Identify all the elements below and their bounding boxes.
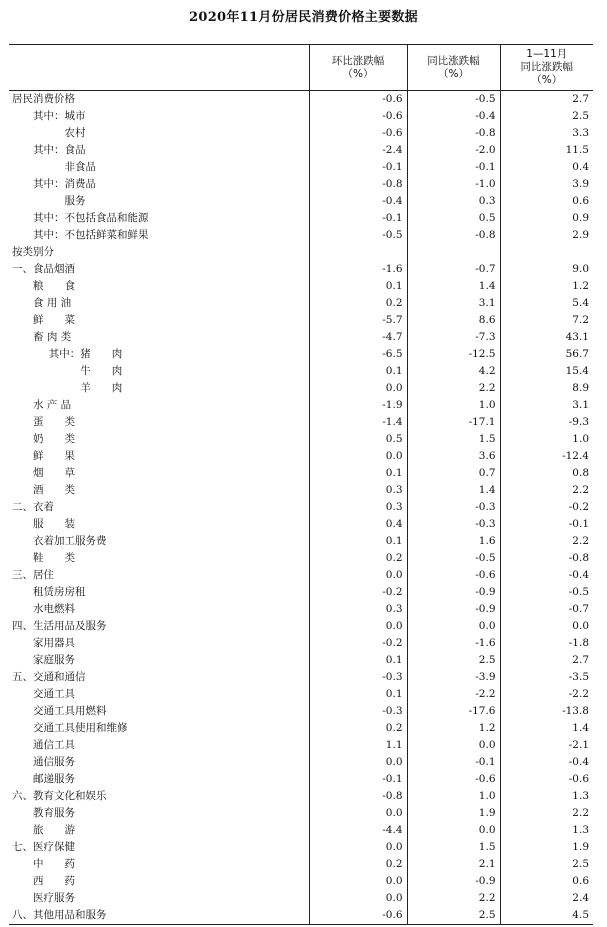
mom-value: 0.3 bbox=[309, 499, 407, 516]
table-row bbox=[9, 380, 593, 397]
ytd-yoy-value: 0.6 bbox=[500, 193, 593, 210]
row-label: 按类别分 bbox=[12, 246, 54, 258]
mom-value: -0.6 bbox=[309, 907, 407, 925]
ytd-yoy-value: 1.9 bbox=[500, 839, 593, 856]
ytd-yoy-value: 43.1 bbox=[500, 329, 593, 346]
mom-value: -6.5 bbox=[309, 346, 407, 363]
yoy-value: -0.7 bbox=[407, 261, 500, 278]
row-label: 家用器具 bbox=[33, 637, 75, 649]
yoy-value: -0.5 bbox=[407, 550, 500, 567]
mom-value: -0.1 bbox=[309, 159, 407, 176]
ytd-yoy-value: 2.2 bbox=[500, 533, 593, 550]
ytd-yoy-value: 56.7 bbox=[500, 346, 593, 363]
table-row bbox=[9, 754, 593, 771]
mom-value: -0.6 bbox=[309, 91, 407, 109]
row-label: 租赁房房租 bbox=[33, 586, 86, 598]
row-label: 蛋 类 bbox=[33, 416, 75, 428]
cpi-data-table bbox=[9, 44, 593, 925]
header-ytd-line-2: 同比涨跌幅 bbox=[520, 61, 573, 73]
mom-value: -0.2 bbox=[309, 635, 407, 652]
table-row bbox=[9, 618, 593, 635]
mom-value: 0.0 bbox=[309, 618, 407, 635]
yoy-value: -17.6 bbox=[407, 703, 500, 720]
ytd-yoy-value: 4.5 bbox=[500, 907, 593, 925]
table-row bbox=[9, 873, 593, 890]
yoy-value: -12.5 bbox=[407, 346, 500, 363]
ytd-yoy-value: -0.6 bbox=[500, 771, 593, 788]
ytd-yoy-value: -13.8 bbox=[500, 703, 593, 720]
yoy-value bbox=[407, 244, 500, 261]
table-row bbox=[9, 465, 593, 482]
row-label: 牛 肉 bbox=[80, 365, 123, 377]
table-row bbox=[9, 210, 593, 227]
row-label: 居民消费价格 bbox=[12, 93, 75, 105]
yoy-value: 1.5 bbox=[407, 431, 500, 448]
table-row bbox=[9, 329, 593, 346]
yoy-value: -0.5 bbox=[407, 91, 500, 109]
ytd-yoy-value: -0.4 bbox=[500, 567, 593, 584]
ytd-yoy-value: 0.6 bbox=[500, 873, 593, 890]
table-body bbox=[9, 91, 593, 925]
yoy-value: 1.0 bbox=[407, 397, 500, 414]
row-label: 其中：不包括食品和能源 bbox=[33, 212, 149, 224]
table-row bbox=[9, 669, 593, 686]
yoy-value: -0.1 bbox=[407, 754, 500, 771]
row-label: 三、居住 bbox=[12, 569, 54, 581]
row-label: 交通工具 bbox=[33, 688, 75, 700]
row-label: 酒 类 bbox=[33, 484, 75, 496]
yoy-value: 2.5 bbox=[407, 907, 500, 925]
page-title: 2020年11月份居民消费价格主要数据 bbox=[189, 10, 418, 25]
mom-value: -2.4 bbox=[309, 142, 407, 159]
yoy-value: -1.0 bbox=[407, 176, 500, 193]
table-row bbox=[9, 822, 593, 839]
row-label: 医疗服务 bbox=[33, 892, 75, 904]
row-label: 衣着加工服务费 bbox=[33, 535, 107, 547]
mom-value bbox=[309, 244, 407, 261]
ytd-yoy-value: 2.2 bbox=[500, 805, 593, 822]
mom-value: 0.1 bbox=[309, 686, 407, 703]
mom-value: -5.7 bbox=[309, 312, 407, 329]
header-yoy-change bbox=[407, 45, 500, 91]
row-label: 粮 食 bbox=[33, 280, 75, 292]
mom-value: -0.3 bbox=[309, 703, 407, 720]
row-label: 旅 游 bbox=[33, 824, 75, 836]
ytd-yoy-value: -0.2 bbox=[500, 499, 593, 516]
table-row bbox=[9, 261, 593, 278]
row-label: 中 药 bbox=[33, 858, 75, 870]
row-label: 畜 肉 类 bbox=[33, 331, 72, 343]
row-label: 服务 bbox=[64, 195, 86, 207]
ytd-yoy-value: 3.9 bbox=[500, 176, 593, 193]
header-mom-line-2: （%） bbox=[342, 67, 374, 80]
header-yoy-line-1: 同比涨跌幅 bbox=[427, 54, 480, 67]
mom-value: -0.6 bbox=[309, 108, 407, 125]
table-row bbox=[9, 584, 593, 601]
mom-value: -0.5 bbox=[309, 227, 407, 244]
row-label: 一、食品烟酒 bbox=[12, 263, 75, 275]
row-label: 非食品 bbox=[64, 161, 96, 173]
mom-value: 0.2 bbox=[309, 295, 407, 312]
yoy-value: -0.3 bbox=[407, 499, 500, 516]
ytd-yoy-value: 11.5 bbox=[500, 142, 593, 159]
yoy-value: -0.1 bbox=[407, 159, 500, 176]
ytd-yoy-value: -0.7 bbox=[500, 601, 593, 618]
row-label: 奶 类 bbox=[33, 433, 75, 445]
yoy-value: -0.4 bbox=[407, 108, 500, 125]
mom-value: 0.0 bbox=[309, 754, 407, 771]
yoy-value: 4.2 bbox=[407, 363, 500, 380]
mom-value: 0.1 bbox=[309, 465, 407, 482]
table-row bbox=[9, 312, 593, 329]
yoy-value: 0.5 bbox=[407, 210, 500, 227]
table-row bbox=[9, 414, 593, 431]
table-row bbox=[9, 142, 593, 159]
yoy-value: -2.2 bbox=[407, 686, 500, 703]
table-row bbox=[9, 567, 593, 584]
ytd-yoy-value: -12.4 bbox=[500, 448, 593, 465]
mom-value: -4.4 bbox=[309, 822, 407, 839]
table-row bbox=[9, 91, 593, 109]
ytd-yoy-value: 2.9 bbox=[500, 227, 593, 244]
mom-value: -0.2 bbox=[309, 584, 407, 601]
ytd-yoy-value: -2.1 bbox=[500, 737, 593, 754]
row-label: 八、其他用品和服务 bbox=[9, 907, 309, 925]
ytd-yoy-value: 0.8 bbox=[500, 465, 593, 482]
table-row bbox=[9, 448, 593, 465]
yoy-value: 1.0 bbox=[407, 788, 500, 805]
table-row bbox=[9, 295, 593, 312]
header-ytd-line-3: （%） bbox=[531, 74, 563, 86]
yoy-value: -7.3 bbox=[407, 329, 500, 346]
ytd-yoy-value: 2.7 bbox=[500, 91, 593, 109]
header-mom-change bbox=[309, 45, 407, 91]
yoy-value: -2.0 bbox=[407, 142, 500, 159]
row-label: 其中：食品 bbox=[33, 144, 86, 156]
mom-value: -1.4 bbox=[309, 414, 407, 431]
table-row bbox=[9, 550, 593, 567]
table-row bbox=[9, 244, 593, 261]
ytd-yoy-value: -0.1 bbox=[500, 516, 593, 533]
mom-value: -0.6 bbox=[309, 125, 407, 142]
table-row bbox=[9, 686, 593, 703]
mom-value: 0.2 bbox=[309, 720, 407, 737]
row-label: 交通工具使用和维修 bbox=[33, 722, 128, 734]
mom-value: 0.3 bbox=[309, 482, 407, 499]
row-label: 水电燃料 bbox=[33, 603, 75, 615]
yoy-value: -0.9 bbox=[407, 601, 500, 618]
table-row bbox=[9, 346, 593, 363]
yoy-value: 2.1 bbox=[407, 856, 500, 873]
ytd-yoy-value: -3.5 bbox=[500, 669, 593, 686]
row-label: 农村 bbox=[64, 127, 86, 139]
mom-value: -0.8 bbox=[309, 176, 407, 193]
row-label: 其中：猪 肉 bbox=[48, 348, 123, 360]
row-label: 鲜 菜 bbox=[33, 314, 75, 326]
yoy-value: 2.5 bbox=[407, 652, 500, 669]
mom-value: 0.0 bbox=[309, 890, 407, 907]
row-label: 羊 肉 bbox=[80, 382, 123, 394]
yoy-value: 3.1 bbox=[407, 295, 500, 312]
row-label: 其中：不包括鲜菜和鲜果 bbox=[33, 229, 149, 241]
header-mom-line-1: 环比涨跌幅 bbox=[331, 54, 385, 67]
ytd-yoy-value: 2.4 bbox=[500, 890, 593, 907]
table-row bbox=[9, 516, 593, 533]
ytd-yoy-value: -9.3 bbox=[500, 414, 593, 431]
table-row bbox=[9, 703, 593, 720]
mom-value: -0.3 bbox=[309, 669, 407, 686]
row-label: 鞋 类 bbox=[33, 552, 75, 564]
ytd-yoy-value: 2.7 bbox=[500, 652, 593, 669]
ytd-yoy-value: 1.3 bbox=[500, 788, 593, 805]
table-row bbox=[9, 499, 593, 516]
table-row bbox=[9, 652, 593, 669]
row-label: 烟 草 bbox=[33, 467, 75, 479]
row-label: 二、衣着 bbox=[12, 501, 54, 513]
ytd-yoy-value: 15.4 bbox=[500, 363, 593, 380]
table-row bbox=[9, 533, 593, 550]
table-row bbox=[9, 737, 593, 754]
mom-value: 1.1 bbox=[309, 737, 407, 754]
yoy-value: 1.2 bbox=[407, 720, 500, 737]
table-row bbox=[9, 363, 593, 380]
yoy-value: -0.8 bbox=[407, 125, 500, 142]
table-row bbox=[9, 482, 593, 499]
yoy-value: 1.9 bbox=[407, 805, 500, 822]
mom-value: -4.7 bbox=[309, 329, 407, 346]
ytd-yoy-value: 3.3 bbox=[500, 125, 593, 142]
table-row bbox=[9, 601, 593, 618]
row-label: 教育服务 bbox=[33, 807, 75, 819]
table-row bbox=[9, 227, 593, 244]
mom-value: 0.0 bbox=[309, 839, 407, 856]
ytd-yoy-value: 1.4 bbox=[500, 720, 593, 737]
mom-value: -1.6 bbox=[309, 261, 407, 278]
mom-value: -0.8 bbox=[309, 788, 407, 805]
yoy-value: 0.0 bbox=[407, 737, 500, 754]
row-label: 鲜 果 bbox=[33, 450, 75, 462]
row-label: 邮递服务 bbox=[33, 773, 75, 785]
mom-value: 0.1 bbox=[309, 278, 407, 295]
yoy-value: 0.0 bbox=[407, 618, 500, 635]
ytd-yoy-value: 0.4 bbox=[500, 159, 593, 176]
mom-value: 0.4 bbox=[309, 516, 407, 533]
table-row bbox=[9, 805, 593, 822]
table-row bbox=[9, 159, 593, 176]
mom-value: -0.1 bbox=[309, 771, 407, 788]
mom-value: -1.9 bbox=[309, 397, 407, 414]
row-label: 食 用 油 bbox=[33, 297, 72, 309]
ytd-yoy-value: -1.8 bbox=[500, 635, 593, 652]
table-row bbox=[9, 635, 593, 652]
table-row bbox=[9, 125, 593, 142]
row-label: 其中：城市 bbox=[33, 110, 86, 122]
yoy-value: 3.6 bbox=[407, 448, 500, 465]
row-label: 西 药 bbox=[33, 875, 75, 887]
ytd-yoy-value: 1.2 bbox=[500, 278, 593, 295]
yoy-value: 1.4 bbox=[407, 482, 500, 499]
ytd-yoy-value: 3.1 bbox=[500, 397, 593, 414]
yoy-value: -1.6 bbox=[407, 635, 500, 652]
yoy-value: -0.8 bbox=[407, 227, 500, 244]
table-row bbox=[9, 788, 593, 805]
ytd-yoy-value: -2.2 bbox=[500, 686, 593, 703]
mom-value: 0.0 bbox=[309, 873, 407, 890]
yoy-value: -0.6 bbox=[407, 771, 500, 788]
header-ytd-yoy-change bbox=[500, 45, 593, 91]
yoy-value: 0.7 bbox=[407, 465, 500, 482]
ytd-yoy-value: 1.0 bbox=[500, 431, 593, 448]
header-ytd-line-1: 1—11月 bbox=[526, 48, 568, 60]
ytd-yoy-value: 2.5 bbox=[500, 856, 593, 873]
mom-value: 0.3 bbox=[309, 601, 407, 618]
mom-value: 0.2 bbox=[309, 856, 407, 873]
ytd-yoy-value: 5.4 bbox=[500, 295, 593, 312]
table-row bbox=[9, 176, 593, 193]
row-label: 通信服务 bbox=[33, 756, 75, 768]
ytd-yoy-value: 9.0 bbox=[500, 261, 593, 278]
row-label: 水 产 品 bbox=[33, 399, 72, 411]
header-item-column bbox=[9, 45, 309, 91]
yoy-value: -0.9 bbox=[407, 584, 500, 601]
mom-value: 0.1 bbox=[309, 363, 407, 380]
yoy-value: -0.9 bbox=[407, 873, 500, 890]
row-label: 六、教育文化和娱乐 bbox=[12, 790, 107, 802]
yoy-value: 0.0 bbox=[407, 822, 500, 839]
ytd-yoy-value bbox=[500, 244, 593, 261]
row-label: 七、医疗保健 bbox=[12, 841, 75, 853]
ytd-yoy-value: 0.0 bbox=[500, 618, 593, 635]
table-row bbox=[9, 907, 593, 925]
header-yoy-line-2: （%） bbox=[438, 67, 469, 80]
mom-value: 0.1 bbox=[309, 533, 407, 550]
yoy-value: -0.6 bbox=[407, 567, 500, 584]
mom-value: 0.0 bbox=[309, 448, 407, 465]
table-row bbox=[9, 720, 593, 737]
ytd-yoy-value: -0.5 bbox=[500, 584, 593, 601]
mom-value: -0.4 bbox=[309, 193, 407, 210]
ytd-yoy-value: 1.3 bbox=[500, 822, 593, 839]
mom-value: 0.2 bbox=[309, 550, 407, 567]
row-label: 服 装 bbox=[33, 518, 75, 530]
ytd-yoy-value: 8.9 bbox=[500, 380, 593, 397]
ytd-yoy-value: -0.8 bbox=[500, 550, 593, 567]
row-label: 交通工具用燃料 bbox=[33, 705, 107, 717]
table-row bbox=[9, 193, 593, 210]
table-row bbox=[9, 278, 593, 295]
ytd-yoy-value: 2.5 bbox=[500, 108, 593, 125]
mom-value: -0.1 bbox=[309, 210, 407, 227]
table-row bbox=[9, 839, 593, 856]
mom-value: 0.0 bbox=[309, 380, 407, 397]
ytd-yoy-value: 7.2 bbox=[500, 312, 593, 329]
table-row bbox=[9, 108, 593, 125]
mom-value: 0.1 bbox=[309, 652, 407, 669]
yoy-value: 1.5 bbox=[407, 839, 500, 856]
yoy-value: 8.6 bbox=[407, 312, 500, 329]
mom-value: 0.0 bbox=[309, 567, 407, 584]
table-row bbox=[9, 397, 593, 414]
ytd-yoy-value: -0.4 bbox=[500, 754, 593, 771]
table-header-row bbox=[9, 45, 593, 91]
row-label: 四、生活用品及服务 bbox=[12, 620, 107, 632]
ytd-yoy-value: 2.2 bbox=[500, 482, 593, 499]
yoy-value: 1.4 bbox=[407, 278, 500, 295]
mom-value: 0.5 bbox=[309, 431, 407, 448]
table-row bbox=[9, 771, 593, 788]
yoy-value: -17.1 bbox=[407, 414, 500, 431]
yoy-value: 2.2 bbox=[407, 380, 500, 397]
yoy-value: -0.3 bbox=[407, 516, 500, 533]
ytd-yoy-value: 0.9 bbox=[500, 210, 593, 227]
table-row bbox=[9, 890, 593, 907]
yoy-value: 0.3 bbox=[407, 193, 500, 210]
row-label: 其中：消费品 bbox=[33, 178, 96, 190]
row-label: 家庭服务 bbox=[33, 654, 75, 666]
row-label: 通信工具 bbox=[33, 739, 75, 751]
yoy-value: 1.6 bbox=[407, 533, 500, 550]
row-label: 五、交通和通信 bbox=[12, 671, 86, 683]
table-row bbox=[9, 431, 593, 448]
yoy-value: 2.2 bbox=[407, 890, 500, 907]
yoy-value: -3.9 bbox=[407, 669, 500, 686]
table-row bbox=[9, 856, 593, 873]
mom-value: 0.0 bbox=[309, 805, 407, 822]
